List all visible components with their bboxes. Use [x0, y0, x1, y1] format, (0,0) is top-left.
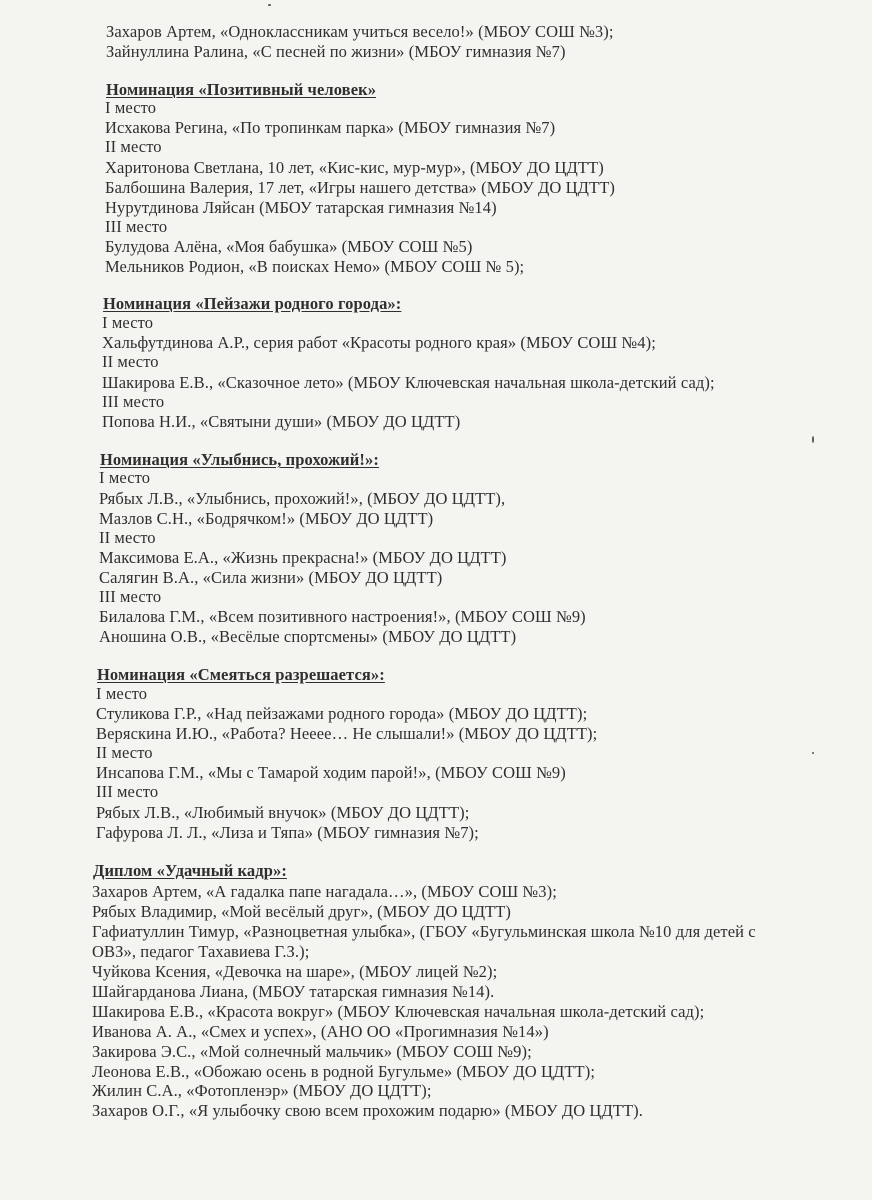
place-label: III место	[102, 392, 165, 411]
list-item: Билалова Г.М., «Всем позитивного настроения!», (МБОУ СОШ №9)	[99, 607, 586, 626]
scan-speck	[268, 4, 271, 6]
section-heading: Номинация «Улыбнись, прохожий!»:	[100, 450, 379, 469]
list-item: Мельников Родион, «В поисках Немо» (МБОУ СОШ № 5);	[105, 257, 525, 276]
place-label: III место	[99, 587, 162, 606]
list-item: Нурутдинова Ляйсан (МБОУ татарская гимназия №14)	[105, 198, 497, 217]
place-label: III место	[105, 217, 168, 236]
list-item: Исхакова Регина, «По тропинкам парка» (МБОУ гимназия №7)	[105, 118, 556, 137]
place-label: II место	[105, 137, 162, 156]
list-item: Балбошина Валерия, 17 лет, «Игры нашего детства» (МБОУ ДО ЦДТТ)	[105, 178, 615, 197]
list-item: Гафурова Л. Л., «Лиза и Тяпа» (МБОУ гимназия №7);	[96, 823, 479, 842]
place-label: I место	[102, 313, 154, 332]
list-item: Веряскина И.Ю., «Работа? Нееее… Не слышали!» (МБОУ ДО ЦДТТ);	[96, 724, 598, 743]
list-item: Салягин В.А., «Сила жизни» (МБОУ ДО ЦДТТ)	[99, 568, 443, 587]
place-label: I место	[96, 684, 148, 703]
place-label: I место	[99, 468, 151, 487]
list-item: Рябых Л.В., «Улыбнись, прохожий!», (МБОУ ДО ЦДТТ),	[99, 489, 506, 508]
scan-speck	[812, 752, 814, 754]
list-item: Стуликова Г.Р., «Над пейзажами родного города» (МБОУ ДО ЦДТТ);	[96, 704, 588, 723]
place-label: III место	[96, 782, 159, 801]
list-item: Инсапова Г.М., «Мы с Тамарой ходим парой!», (МБОУ СОШ №9)	[96, 763, 566, 782]
list-item: Рябых Владимир, «Мой весёлый друг», (МБОУ ДО ЦДТТ)	[92, 902, 512, 921]
section-heading: Номинация «Пейзажи родного города»:	[103, 294, 402, 313]
place-label: I место	[105, 98, 157, 117]
list-item: Максимова Е.А., «Жизнь прекрасна!» (МБОУ ДО ЦДТТ)	[99, 548, 507, 567]
place-label: II место	[102, 352, 159, 371]
list-item: Булудова Алёна, «Моя бабушка» (МБОУ СОШ №5)	[105, 237, 473, 256]
section-heading: Номинация «Смеяться разрешается»:	[97, 665, 385, 684]
list-item: Леонова Е.В., «Обожаю осень в родной Бугульме» (МБОУ ДО ЦДТТ);	[92, 1062, 596, 1081]
list-item: Шакирова Е.В., «Сказочное лето» (МБОУ Ключевская начальная школа-детский сад);	[102, 373, 715, 392]
list-item: Аношина О.В., «Весёлые спортсмены» (МБОУ ДО ЦДТТ)	[99, 627, 517, 646]
list-item: Харитонова Светлана, 10 лет, «Кис-кис, мур-мур», (МБОУ ДО ЦДТТ)	[105, 158, 604, 177]
list-item: Шакирова Е.В., «Красота вокруг» (МБОУ Ключевская начальная школа-детский сад);	[92, 1002, 705, 1021]
section-heading: Диплом «Удачный кадр»:	[93, 861, 287, 880]
list-item: Иванова А. А., «Смех и успех», (АНО ОО «Прогимназия №14»)	[92, 1022, 549, 1041]
list-item: Мазлов С.Н., «Бодрячком!» (МБОУ ДО ЦДТТ)	[99, 509, 434, 528]
list-item: Жилин С.А., «Фотопленэр» (МБОУ ДО ЦДТТ);	[92, 1081, 432, 1100]
list-item: Зайнуллина Ралина, «С песней по жизни» (МБОУ гимназия №7)	[106, 42, 566, 61]
list-item: Рябых Л.В., «Любимый внучок» (МБОУ ДО ЦДТТ);	[96, 803, 470, 822]
list-item: Чуйкова Ксения, «Девочка на шаре», (МБОУ лицей №2);	[92, 962, 498, 981]
section-heading: Номинация «Позитивный человек»	[106, 80, 377, 99]
list-item: Захаров Артем, «А гадалка папе нагадала…», (МБОУ СОШ №3);	[92, 882, 557, 901]
list-item: ОВЗ», педагог Тахавиева Г.З.);	[92, 942, 310, 961]
list-item: Попова Н.И., «Святыни души» (МБОУ ДО ЦДТТ)	[102, 412, 461, 431]
list-item: Закирова Э.С., «Мой солнечный мальчик» (МБОУ СОШ №9);	[92, 1042, 532, 1061]
scan-speck	[812, 436, 814, 443]
list-item: Гафиатуллин Тимур, «Разноцветная улыбка», (ГБОУ «Бугульминская школа №10 для детей с	[92, 922, 756, 941]
list-item: Захаров Артем, «Одноклассникам учиться весело!» (МБОУ СОШ №3);	[106, 22, 614, 41]
list-item: Захаров О.Г., «Я улыбочку свою всем прохожим подарю» (МБОУ ДО ЦДТТ).	[92, 1101, 643, 1120]
list-item: Хальфутдинова А.Р., серия работ «Красоты родного края» (МБОУ СОШ №4);	[102, 333, 656, 352]
place-label: II место	[96, 743, 153, 762]
list-item: Шайгарданова Лиана, (МБОУ татарская гимназия №14).	[92, 982, 495, 1001]
place-label: II место	[99, 528, 156, 547]
